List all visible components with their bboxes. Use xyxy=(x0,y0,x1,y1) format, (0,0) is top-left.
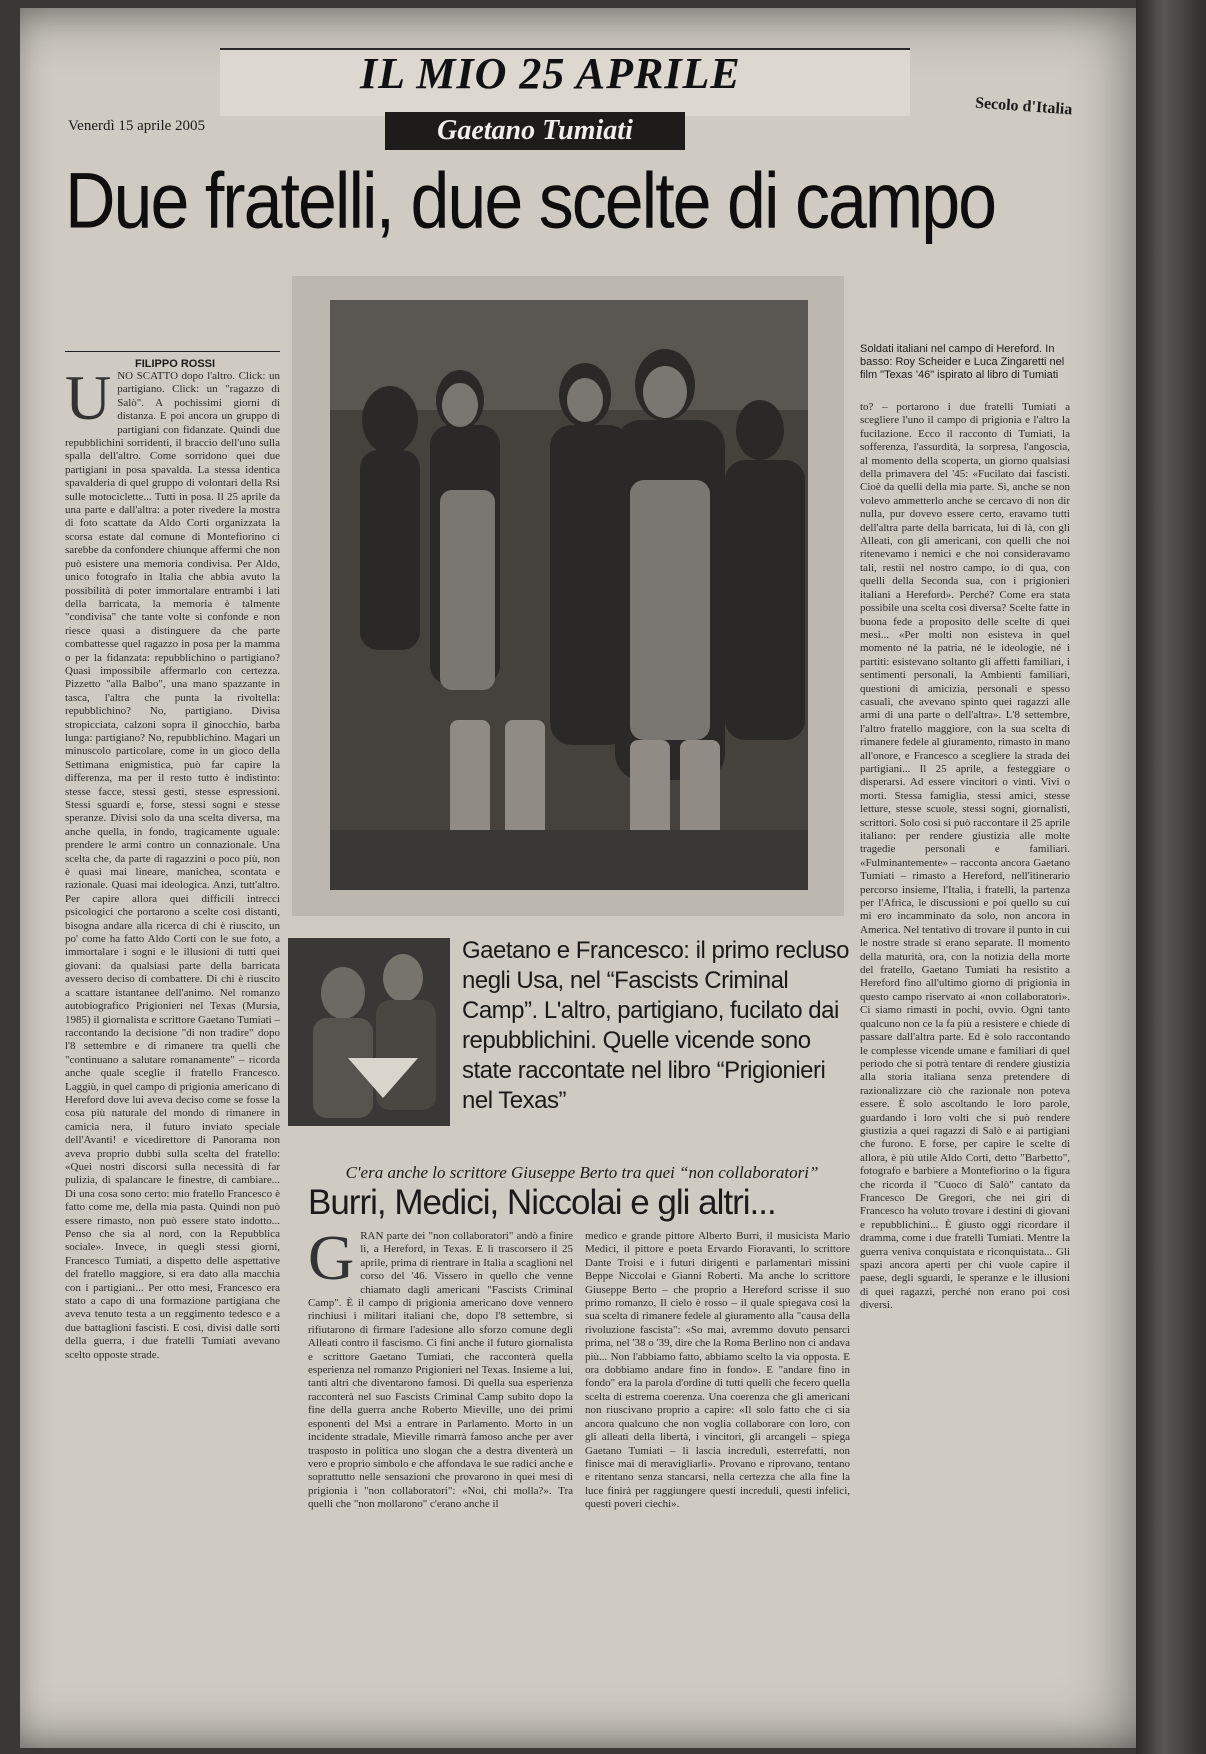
soldiers-illustration xyxy=(330,300,808,890)
book-spine-shadow xyxy=(1136,0,1206,1754)
byline-rule xyxy=(65,351,280,352)
sidebar-headline: Burri, Medici, Niccolai e gli altri... xyxy=(308,1183,776,1222)
article-body-right: to? – portarono i due fratelli Tumiati a scegliere l'uno il campo di prigionia e l'altro la fucilazione. Ecco il racconto di Tumiati, la sofferenza, l'assurdità, la sorpresa, l'angoscia, al momento della scoperta, un giorno qualsiasi della primavera del '45: «Fucilato dai fascisti. Cioè da quelli della mia parte. Sì, anche se non volevo ammetterlo anche se cercavo di non dir nulla, pur dovevo essere certo, eravamo tutti dell'altra parte della barricata, lui di là, con gli Alleati, con gli americani, con quelli che noi ritenevamo i nemici e che noi consideravamo tali, restii nel nostro campo, io di qua, con quelli della Seconda sua, con i prigionieri italiani a Hereford». Perché? Come era stata possibile una scelta così diversa? Scelte fatte in buona fede a proposito delle scelte di quei mesi... «Per molti non esisteva in quel momento né la patria, né le ideologie, né i partiti: esistevano soltanto gli affetti familiari, i sentimenti personali, la Ambienti familiari, questioni di amicizia, personali e spesso casuali, che avevano spinto quei ragazzi alle armi di una parte o dell'altra». L'8 settembre, l'altro fratello maggiore, con la sua scelta di rimanere fedele al giuramento, rimasto in mano all'onore, e Francesco a scegliere la strada dei partigiani... Il 25 aprile, a festeggiare o disperarsi. Ad essere vincitori o vinti. Vivi o morti. Stessa famiglia, stessi amici, stesse letture, stesse scuole, stessi sogni, giornalisti, scrittori. Solo così si può raccontare il 25 aprile italiano: per rendere giustizia alle molte tragedie personali e familiari. «Fulminantemente» – racconta ancora Gaetano Tumiati – rimasto a Hereford, nell'itinerario percorso insieme, l'Italia, i fratelli, la partenza per l'Africa, le discussioni e poi quello su cui mi ero incamminato da solo, non ancora in America. Nel tentativo di trovare il punto in cui le nostre strade si erano separate. Il momento della maturità, ora, con la notizia della morte del fratello, Gaetano Tumiati ha resistito a Hereford fino all'ultimo giorno di prigionia in questo campo riservato ai «non collaboratori». Ci siamo rimasti in pochi, ovvio. Ogni tanto qualcuno non ce la fa più a resistere e chiede di passare dall'altra parte. Ed è solo raccontando le complesse vicende umane e familiari di quel periodo che si potrà tentare di rendere giustizia alla storia italiana senza pretendere di razionalizzare ciò che razionale non poteva essere. È solo ascoltando le loro parole, guardando i loro volti che si può rendere giustizia a quei ragazzi di Salò e ai partigiani che furono. E forse, per capire le scelte di allora, è più utile Aldo Corti, detto "Barbetto", fotografo e barbiere a Montefiorino o la figura che ricorda il "Cuoco di Salò" cantato da Francesco De Gregori, che nei giri di Francesco ha voluto trovare i destini di giovani e repubblichini... È giusto oggi ricordare il dramma, come i due fratelli Tumiati. Mentre la guerra veniva conquistata e riconquistata... Gli spazi ancora aperti per chi vuole capire il paese, degli sguardi, le speranze e le illusioni di quei ragazzi, perché non erano poi così diversi. xyxy=(860,401,1070,1312)
film-still-illustration xyxy=(288,938,450,1126)
article-body-1: NO SCATTO dopo l'altro. Click: un partigiano. Click: un "ragazzo di Salò". A pochissimi giorni di distanza. E poi ancora un gruppo di partigiani con fidanzate. Quindi due repubblichini sorridenti, il braccio dell'uno sulla spalla dell'altro. Come sorridono quei due partigiani in posa spavalda. La stessa identica spavalderia di quel gruppo di volontari della Rsi sulle motociclette... Tutti in posa. Il 25 aprile da una parte e dall'altra: a poter rivedere la mostra di foto scattate da Aldo Corti organizzata la scorsa estate dal comune di Montefiorino ci sarebbe da confondere chiunque affermi che non può esistere una memoria condivisa. Per Aldo, unico fotografo in Italia che abbia avuto la possibilità di poter immortalare entrambi i lati della barricata, la memoria è talmente "condivisa" che tante volte si confonde e non riesce quasi a distinguere da che parte combattesse quel ragazzo in posa per la mamma o per la fidanzata: repubblichino o partigiano? Quasi impossibile affermarlo con certezza. Pizzetto "alla Balbo", una mano spazzante in tasca, l'altra che punta la rivoltella: repubblichino? No, partigiano. Divisa stropicciata, calzoni sopra il ginocchio, barba lunga: partigiano? No, repubblichino. Magari un minuscolo particolare, come in un gioco della Settimana enigmistica, può far capire la differenza, ma per il resto tutto è indistinto: stesse facce, stessi gesti, stesse espressioni. Stessi sguardi e, forse, stessi sogni e stesse speranze. Divisi solo da una scelta diversa, ma anche quella, in fondo, tragicamente uguale: prendere le armi contro un connazionale. Una scelta che, da parte di ragazzini o poco più, non è quasi mai lineare, manichea, scontata e razionale. Quasi mai ideologica. Anzi, tutt'altro. Per capire allora quei difficili intrecci psicologici che portarono a scelte così distanti, bisogna andare alla ricerca di chi è riuscito, un po' come ha fatto Aldo Corti con le sue foto, a immortalare i sogni e le illusioni di tutti quei giovani: da qualsiasi parte della barricata avessero deciso di combattere. Di chi è riuscito a scattare istantanee dell'animo. Nel romanzo autobiografico Prigionieri nel Texas (Mursia, 1985) il giornalista e scrittore Gaetano Tumiati – raccontando la decisione "di non tradire" dopo l'8 settembre e di rimanere tra quelli che "continuano a salutare romanamente" – ricorda anche quale sceglie il fratello Francesco. Laggiù, in quel campo di prigionia americano di Hereford dove lui aveva deciso come se fosse la cosa più naturale del mondo di rimanere in camicia nera, il futuro inviato speciale dell'Avanti! e vicedirettore di Panorama non aveva proprio dubbi sulla scelta del fratello: «Quei nostri discorsi sulla necessità di far pulizia, di spalancare le finestre, di cambiare... Di una cosa sono certo: mio fratello Francesco è fatto come me, della mia pasta. Quindi non può essere rimasto, non può essere stato indotto... Penso che sia al nord, con la Repubblica sociale». Invece, in quegli stessi giorni, Francesco Tumiati, a dispetto delle aspettative del fratello maggiore, si era dato alla macchia con i partigiani... Per otto mesi, Francesco era stato a capo di una formazione partigiana che aveva tenuto testa a un reggimento tedesco e a due battaglioni fascisti. E così, divisi dalle sorti della guerra, i due fratelli Tumiati avevano scelto opposte strade. xyxy=(65,370,280,1361)
pull-quote: Gaetano e Francesco: il primo recluso negli Usa, nel “Fascists Criminal Camp”. L'altro, partigiano, fucilato dai repubblichini. Quelle vicende sono state raccontate nel libro “Prigionieri nel Texas” xyxy=(462,937,850,1114)
newspaper-page xyxy=(20,8,1170,1748)
masthead: Secolo d'Italia xyxy=(974,94,1073,119)
film-still-photo xyxy=(288,938,450,1126)
sidebar-column-1 xyxy=(308,1230,573,1745)
photo-caption: Soldati italiani nel campo di Hereford. In basso: Roy Scheider e Luca Zingaretti nel film "Texas '46" ispirato al libro di Tumiati xyxy=(860,343,1065,381)
sidebar-body-2: medico e grande pittore Alberto Burri, il musicista Mario Medici, il pittore e poeta Ervardo Fioravanti, lo scrittore Dante Troisi e i futuri dirigenti e parlamentari missini Beppe Niccolai e Gianni Roberti. Ma anche lo scrittore Giuseppe Berto – che proprio a Hereford scrisse il suo primo romanzo, Il cielo è rosso – il quale spiegava così la sua scelta di rimanere fedele al giuramento alla "causa della rivoluzione fascista": «So mai, avremmo dovuto pensarci prima, nel '38 o '39, dire che la Roma Berlino non ci andava più... Non l'abbiamo fatto, abbiamo scelto la via opposta. E ora dobbiamo andare fino in fondo». E "andare fino in fondo" era la parola d'ordine di tutti quelli che fecero quella scelta di estrema coerenza. Una coerenza che gli americani non riuscivano proprio a capire: «Il solo fatto che ci sia ancora qualcuno che non voglia collaborare con loro, con gli alleati della libertà, i vincitori, gli arcangeli – spiega Gaetano Tumiati – li lascia increduli, esterrefatti, non finisce mai di meravigliarli». Provano e riprovano, tentano e ritentano senza stancarsi, nella certezza che alla fine la luce finirà per raggiungere questi increduli, questi infelici, questi poveri ciechi». xyxy=(585,1230,850,1511)
article-column-right xyxy=(860,401,1070,1741)
page-date: Venerdì 15 aprile 2005 xyxy=(68,118,206,134)
author-tag: Gaetano Tumiati xyxy=(385,112,685,150)
article-headline: Due fratelli, due scelte di campo xyxy=(65,157,996,245)
sidebar-column-2 xyxy=(585,1230,850,1745)
sidebar-dropcap: G xyxy=(308,1230,355,1293)
sidebar-kicker: C'era anche lo scrittore Giuseppe Berto tra quei “non collaboratori” xyxy=(345,1163,819,1182)
sidebar-body-1: RAN parte dei "non collaboratori" andò a finire lì, a Hereford, in Texas. E lì trascorsero il 25 aprile, prima di rientrare in Italia a scaglioni nel corso del '46. Vissero in quello che venne chiamato dagli americani "Fascists Criminal Camp". È il campo di prigionia americano dove vennero rinchiusi i militari italiani che, dopo l'8 settembre, si rifiutarono di firmare l'adesione allo sforzo comune degli Alleati contro il fascismo. Ci fini anche il futuro giornalista e scrittore Gaetano Tumiati, che racconterà quella esperienza nel romanzo Prigionieri nel Texas. Insieme a lui, tanti altri che diventarono famosi. Di quella sua esperienza racconterà nel suo Fascists Criminal Camp subito dopo la fine della guerra anche Roberto Mieville, uno dei primi esponenti del Msi a entrare in Parlamento. Morto in un incidente stradale, Mieville rimarrà famoso anche per aver trasposto in politica uno slogan che a destra diventerà un vero e proprio simbolo e che affondava le sue radici anche e soprattutto nelle sensazioni che provarono in quei mesi di prigionia i "non collaboratori": «Noi, chi molla?». Tra quelli che "non mollarono" c'erano anche il xyxy=(308,1230,573,1511)
soldiers-photo xyxy=(330,300,808,890)
byline: FILIPPO ROSSI xyxy=(135,358,216,370)
section-title: IL MIO 25 APRILE xyxy=(360,49,741,98)
dropcap: U xyxy=(65,370,112,433)
article-column-1 xyxy=(65,370,280,1745)
